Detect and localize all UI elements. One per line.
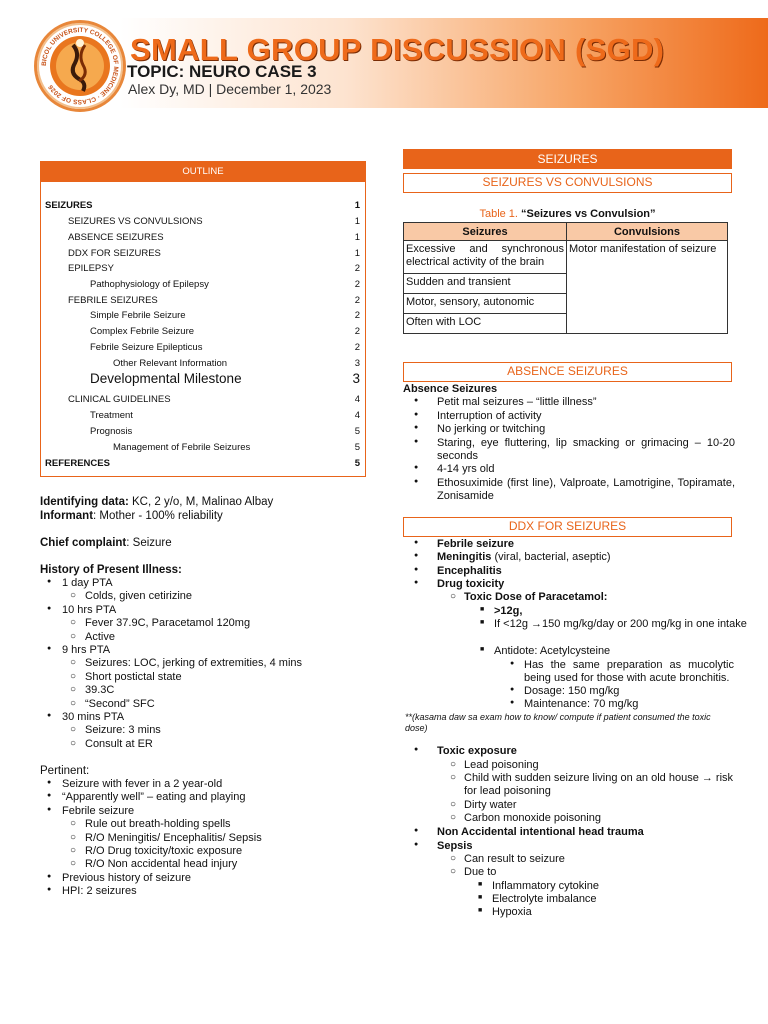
circle-bullet-icon: ○ (70, 657, 77, 669)
outline-item-label: Other Relevant Information (113, 358, 228, 369)
list-item: Consult at ER (85, 737, 153, 750)
list-item: 30 mins PTA (62, 711, 125, 723)
bullet-icon: ● (510, 699, 515, 706)
seizures-table (403, 222, 728, 334)
outline-item-label: Developmental Milestone (90, 371, 242, 386)
logo-seal-icon (37, 23, 123, 109)
outline-item-label: SEIZURES (45, 200, 93, 211)
outline-item-label: FEBRILE SEIZURES (68, 295, 158, 306)
list-item: 9 hrs PTA (62, 644, 111, 656)
absence-seizures-heading: ABSENCE SEIZURES (403, 362, 732, 382)
outline-item-page: 2 (354, 263, 360, 274)
bullet-icon: ● (414, 539, 419, 546)
circle-bullet-icon: ○ (450, 772, 457, 783)
outline-item-page: 1 (354, 232, 360, 243)
circle-bullet-icon: ○ (70, 858, 77, 870)
circle-bullet-icon: ○ (70, 737, 77, 749)
list-item: Rule out breath-holding spells (85, 818, 231, 831)
table-cell: Sudden and transient (404, 274, 567, 294)
exam-note: **(kasama daw sa exam how to know/ compute if patient consumed the toxic dose) (405, 712, 711, 733)
outline-item-page: 4 (354, 410, 360, 421)
circle-bullet-icon: ○ (70, 697, 77, 709)
outline-item-page: 2 (354, 310, 360, 321)
bullet-icon: ● (47, 886, 52, 894)
list-item: 1 day PTA (62, 577, 113, 589)
table-header: Seizures (404, 223, 567, 241)
bullet-icon: ● (47, 805, 52, 813)
outline-item-label: EPILEPSY (68, 263, 114, 274)
ddx-item: Can result to seizure (464, 853, 565, 865)
circle-bullet-icon: ○ (70, 630, 77, 642)
circle-bullet-icon: ○ (450, 866, 457, 877)
bullet-icon: ● (414, 397, 419, 404)
circle-bullet-icon: ○ (70, 590, 77, 602)
outline-item-page: 3 (352, 371, 360, 386)
square-bullet-icon: ■ (478, 881, 483, 888)
outline-item-page: 2 (354, 295, 360, 306)
ddx-item: Encephalitis (437, 565, 502, 577)
pertinent-title: Pertinent: (40, 765, 90, 777)
outline-item-page: 3 (354, 358, 360, 369)
outline-item-label: Prognosis (90, 426, 133, 437)
absence-item: Petit mal seizures – “little illness” (437, 396, 597, 408)
circle-bullet-icon: ○ (450, 799, 457, 810)
id-value: KC, 2 y/o, M, Malinao Albay (128, 496, 274, 508)
list-item: Seizure with fever in a 2 year-old (62, 778, 223, 790)
outline-item-label: ABSENCE SEIZURES (68, 232, 164, 243)
ddx-heading: DDX FOR SEIZURES (403, 517, 732, 537)
circle-bullet-icon: ○ (450, 591, 457, 602)
square-bullet-icon: ■ (478, 894, 483, 901)
outline-item-label: SEIZURES VS CONVULSIONS (68, 216, 203, 227)
circle-bullet-icon: ○ (70, 831, 77, 843)
bullet-icon: ● (510, 660, 515, 667)
chief-complaint (40, 537, 172, 550)
id-label: Identifying data: (40, 496, 129, 508)
table-cell: Often with LOC (404, 314, 567, 334)
outline-item-label: Management of Febrile Seizures (113, 442, 251, 453)
bullet-icon: ● (47, 604, 52, 612)
ddx-item: Electrolyte imbalance (492, 893, 597, 905)
absence-title: Absence Seizures (403, 383, 498, 395)
absence-item: Ethosuximide (first line), Valproate, Lamotrigine, Topiramate, Zonisamide (437, 477, 735, 502)
ddx-item: Non Accidental intentional head trauma (437, 826, 644, 838)
ddx-item: Inflammatory cytokine (492, 880, 599, 892)
outline-item-label: REFERENCES (45, 458, 110, 469)
outline-item-page: 1 (354, 216, 360, 227)
list-item: Seizures: LOC, jerking of extremities, 4 mins (85, 657, 303, 670)
ddx-item: Maintenance: 70 mg/kg (524, 698, 639, 710)
bullet-icon: ● (47, 578, 52, 585)
ddx-item: >12g, (494, 605, 523, 617)
circle-bullet-icon: ○ (450, 759, 457, 770)
bullet-icon: ● (414, 478, 419, 485)
ddx-item (437, 551, 735, 564)
list-item: HPI: 2 seizures (62, 885, 137, 898)
list-item: R/O Non accidental head injury (85, 858, 238, 871)
ddx-item: Toxic exposure (437, 745, 517, 757)
ddx-item: Carbon monoxide poisoning (464, 812, 601, 824)
bullet-icon: ● (47, 712, 52, 719)
identifying-data (40, 496, 273, 509)
circle-bullet-icon: ○ (70, 617, 77, 629)
table-row (404, 241, 728, 274)
bullet-icon: ● (414, 827, 419, 834)
document-title: SMALL GROUP DISCUSSION (SGD) (130, 32, 665, 67)
bullet-icon: ● (414, 552, 419, 559)
informant (40, 510, 223, 523)
ddx-item-bold: Meningitis (437, 551, 492, 563)
ddx-item: Toxic Dose of Paracetamol: (464, 591, 608, 603)
ddx-item: Dirty water (464, 799, 517, 811)
ddx-item: Child with sudden seizure living on an old house → risk for lead poisoning (464, 772, 734, 797)
table-caption (403, 208, 732, 220)
bullet-icon: ● (414, 424, 419, 431)
list-item: “Apparently well” – eating and playing (62, 791, 246, 804)
list-item: Febrile seizure (62, 804, 135, 817)
bullet-icon: ● (414, 411, 419, 418)
outline-box (40, 161, 366, 477)
seizures-heading: SEIZURES (403, 149, 732, 169)
ddx-item-rest: (viral, bacterial, aseptic) (491, 551, 611, 563)
list-item: Previous history of seizure (62, 871, 191, 884)
table-header-row (404, 223, 728, 241)
circle-bullet-icon: ○ (70, 684, 77, 696)
table-cell: Motor, sensory, autonomic (404, 294, 567, 314)
ddx-item: Has the same preparation as mucolytic being used for those with acute bronchitis. (524, 659, 734, 684)
seizures-vs-convulsions-heading: SEIZURES VS CONVULSIONS (403, 173, 732, 193)
ddx-item: Due to (464, 866, 497, 878)
hpi-title: History of Present Illness: (40, 564, 182, 576)
table-caption-label: Table 1. (479, 208, 518, 220)
document-topic: TOPIC: NEURO CASE 3 (127, 62, 317, 81)
square-bullet-icon: ■ (480, 619, 485, 626)
cc-value: : Seizure (126, 537, 172, 549)
list-item: Fever 37.9C, Paracetamol 120mg (85, 617, 251, 630)
ddx-item: Hypoxia (492, 906, 532, 918)
circle-bullet-icon: ○ (450, 853, 457, 864)
square-bullet-icon: ■ (480, 606, 485, 613)
outline-item-page: 1 (354, 248, 360, 259)
circle-bullet-icon: ○ (70, 845, 77, 856)
absence-item: Interruption of activity (437, 410, 542, 422)
list-item: Colds, given cetirizine (85, 590, 192, 603)
bullet-icon: ● (47, 779, 52, 786)
outline-item-page: 5 (354, 442, 360, 453)
outline-item-label: CLINICAL GUIDELINES (68, 394, 171, 405)
outline-item-label: Treatment (90, 410, 133, 421)
ddx-item: Lead poisoning (464, 759, 539, 771)
absence-item: 4-14 yrs old (437, 463, 495, 475)
ddx-item: Drug toxicity (437, 578, 505, 590)
ddx-item: If <12g →150 mg/kg/day or 200 mg/kg in one intake (494, 618, 747, 630)
svg-text:BICOL UNIVERSITY COLLEGE OF ME: BICOL UNIVERSITY COLLEGE OF MEDICINE · CLASS OF 2026 (40, 26, 120, 106)
table-cell: Motor manifestation of seizure (567, 241, 728, 334)
outline-item-page: 5 (354, 458, 360, 469)
list-item: R/O Meningitis/ Encephalitis/ Sepsis (85, 831, 262, 844)
absence-item: Staring, eye fluttering, lip smacking or grimacing – 10-20 seconds (437, 437, 735, 462)
circle-bullet-icon: ○ (70, 670, 77, 682)
circle-bullet-icon: ○ (70, 724, 77, 736)
outline-item-page: 2 (354, 342, 360, 353)
absence-item: No jerking or twitching (437, 423, 546, 435)
bullet-icon: ● (414, 438, 419, 445)
list-item: R/O Drug toxicity/toxic exposure (85, 845, 243, 857)
square-bullet-icon: ■ (480, 646, 485, 653)
cc-label: Chief complaint (40, 537, 127, 549)
outline-item-label: Pathophysiology of Epilepsy (90, 279, 209, 290)
outline-item-page: 2 (354, 326, 360, 337)
circle-bullet-icon: ○ (70, 818, 77, 830)
informant-value: : Mother - 100% reliability (93, 510, 223, 522)
ddx-item: Febrile seizure (437, 538, 515, 550)
ddx-item: Dosage: 150 mg/kg (524, 685, 620, 697)
square-bullet-icon: ■ (478, 907, 483, 914)
table-caption-text: “Seizures vs Convulsion” (517, 208, 656, 220)
bullet-icon: ● (47, 645, 52, 652)
outline-item-label: Simple Febrile Seizure (90, 310, 186, 321)
document-byline: Alex Dy, MD | December 1, 2023 (128, 81, 332, 97)
college-logo (34, 20, 126, 112)
list-item: Short postictal state (85, 670, 182, 683)
outline-item-page: 2 (354, 279, 360, 290)
bullet-icon: ● (414, 464, 419, 471)
ddx-item: Antidote: Acetylcysteine (494, 645, 611, 657)
outline-item-page: 1 (354, 200, 360, 211)
outline-item-label: DDX FOR SEIZURES (68, 248, 161, 259)
ddx-item: Sepsis (437, 840, 473, 852)
bullet-icon: ● (47, 792, 52, 800)
outline-item-label: Febrile Seizure Epilepticus (90, 342, 203, 353)
informant-label: Informant (40, 510, 94, 522)
table-cell: Excessive and synchronous electrical activity of the brain (404, 241, 567, 274)
document-header (0, 0, 768, 125)
outline-item-label: Complex Febrile Seizure (90, 326, 195, 337)
bullet-icon: ● (47, 872, 52, 880)
list-item: “Second” SFC (85, 697, 155, 710)
bullet-icon: ● (414, 566, 419, 573)
outline-heading: OUTLINE (41, 162, 365, 182)
table-header: Convulsions (567, 223, 728, 241)
list-item: 39.3C (85, 684, 115, 697)
outline-item-page: 4 (354, 394, 360, 405)
list-item: 10 hrs PTA (62, 603, 117, 616)
outline-item-page: 5 (354, 426, 360, 437)
circle-bullet-icon: ○ (450, 812, 457, 823)
list-item: Active (85, 630, 115, 643)
list-item: Seizure: 3 mins (85, 724, 161, 737)
bullet-icon: ● (414, 746, 419, 753)
bullet-icon: ● (510, 686, 515, 693)
bullet-icon: ● (414, 579, 419, 586)
bullet-icon: ● (414, 841, 419, 848)
